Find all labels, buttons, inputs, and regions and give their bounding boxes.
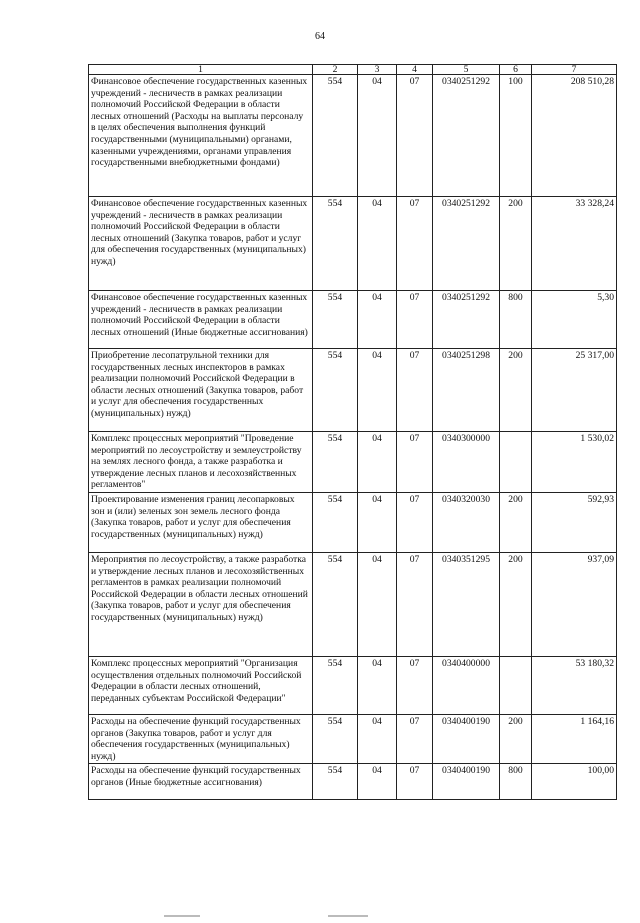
target-item-code: 0340400190 (433, 715, 500, 764)
grbs-code: 554 (313, 493, 358, 553)
amount: 937,09 (532, 553, 617, 657)
column-number-row (89, 65, 617, 75)
expense-type-code: 800 (500, 291, 532, 349)
column-number: 6 (500, 65, 532, 75)
target-item-code: 0340251292 (433, 197, 500, 291)
column-number: 5 (433, 65, 500, 75)
expense-name: Приобретение лесопатрульной техники для государственных лесных инспекторов в рамках реализации полномочий Российской Федерации в области лесных отношений (Закупка товаров, работ и услуг для обеспечения государственных (муниципальных) нужд) (89, 349, 313, 432)
section-code: 04 (358, 432, 397, 493)
section-code: 04 (358, 493, 397, 553)
expense-type-code (500, 432, 532, 493)
grbs-code: 554 (313, 657, 358, 715)
section-code: 04 (358, 715, 397, 764)
expense-type-code: 200 (500, 197, 532, 291)
table-row (89, 432, 617, 493)
expense-type-code: 800 (500, 764, 532, 800)
expense-name: Финансовое обеспечение государственных казенных учреждений - лесничеств в рамках реализации полномочий Российской Федерации в области лесных отношений (Расходы на выплаты персоналу в целях обеспечения выполнения функций государственными (муниципальными) органами, казенными учреждениями, органами управления государственными внебюджетными фондами) (89, 75, 313, 197)
grbs-code: 554 (313, 291, 358, 349)
target-item-code: 0340351295 (433, 553, 500, 657)
column-number: 3 (358, 65, 397, 75)
section-code: 04 (358, 75, 397, 197)
table-row (89, 764, 617, 800)
grbs-code: 554 (313, 715, 358, 764)
column-number: 4 (397, 65, 433, 75)
expense-type-code: 100 (500, 75, 532, 197)
expense-type-code: 200 (500, 715, 532, 764)
table-row (89, 553, 617, 657)
subsection-code: 07 (397, 432, 433, 493)
section-code: 04 (358, 657, 397, 715)
amount: 25 317,00 (532, 349, 617, 432)
column-number: 7 (532, 65, 617, 75)
subsection-code: 07 (397, 291, 433, 349)
grbs-code: 554 (313, 197, 358, 291)
scan-artifact-mark (164, 915, 200, 917)
expense-name: Комплекс процессных мероприятий "Организация осуществления отдельных полномочий Российской Федерации в области лесных отношений, переданных субъектам Российской Федерации" (89, 657, 313, 715)
target-item-code: 0340251292 (433, 291, 500, 349)
target-item-code: 0340251292 (433, 75, 500, 197)
table-row (89, 493, 617, 553)
subsection-code: 07 (397, 657, 433, 715)
table-row (89, 291, 617, 349)
section-code: 04 (358, 349, 397, 432)
amount: 100,00 (532, 764, 617, 800)
subsection-code: 07 (397, 349, 433, 432)
amount: 1 530,02 (532, 432, 617, 493)
target-item-code: 0340320030 (433, 493, 500, 553)
expense-name: Финансовое обеспечение государственных казенных учреждений - лесничеств в рамках реализации полномочий Российской Федерации в области лесных отношений (Иные бюджетные ассигнования) (89, 291, 313, 349)
subsection-code: 07 (397, 197, 433, 291)
table-row (89, 75, 617, 197)
subsection-code: 07 (397, 715, 433, 764)
amount: 208 510,28 (532, 75, 617, 197)
subsection-code: 07 (397, 553, 433, 657)
scan-artifact-mark (328, 915, 368, 917)
amount: 53 180,32 (532, 657, 617, 715)
section-code: 04 (358, 291, 397, 349)
subsection-code: 07 (397, 764, 433, 800)
expense-name: Финансовое обеспечение государственных казенных учреждений - лесничеств в рамках реализации полномочий Российской Федерации в области лесных отношений (Закупка товаров, работ и услуг для обеспечения государственных (муниципальных) нужд) (89, 197, 313, 291)
table-row (89, 715, 617, 764)
table-row (89, 657, 617, 715)
table-row (89, 197, 617, 291)
expense-name: Расходы на обеспечение функций государственных органов (Закупка товаров, работ и услуг для обеспечения государственных (муниципальных) нужд) (89, 715, 313, 764)
expense-type-code: 200 (500, 553, 532, 657)
grbs-code: 554 (313, 553, 358, 657)
expense-name: Проектирование изменения границ лесопарковых зон и (или) зеленых зон земель лесного фонда (Закупка товаров, работ и услуг для обеспечения государственных (муниципальных) нужд) (89, 493, 313, 553)
section-code: 04 (358, 764, 397, 800)
target-item-code: 0340251298 (433, 349, 500, 432)
expense-name: Расходы на обеспечение функций государственных органов (Иные бюджетные ассигнования) (89, 764, 313, 800)
amount: 33 328,24 (532, 197, 617, 291)
amount: 592,93 (532, 493, 617, 553)
grbs-code: 554 (313, 764, 358, 800)
subsection-code: 07 (397, 493, 433, 553)
table-row (89, 349, 617, 432)
amount: 5,30 (532, 291, 617, 349)
section-code: 04 (358, 553, 397, 657)
amount: 1 164,16 (532, 715, 617, 764)
subsection-code: 07 (397, 75, 433, 197)
target-item-code: 0340400190 (433, 764, 500, 800)
column-number: 2 (313, 65, 358, 75)
grbs-code: 554 (313, 432, 358, 493)
expense-type-code: 200 (500, 349, 532, 432)
grbs-code: 554 (313, 349, 358, 432)
section-code: 04 (358, 197, 397, 291)
expense-type-code (500, 657, 532, 715)
column-number: 1 (89, 65, 313, 75)
grbs-code: 554 (313, 75, 358, 197)
target-item-code: 0340300000 (433, 432, 500, 493)
expense-type-code: 200 (500, 493, 532, 553)
target-item-code: 0340400000 (433, 657, 500, 715)
page-number: 64 (315, 31, 325, 42)
expense-name: Комплекс процессных мероприятий "Проведение мероприятий по лесоустройству и землеустройству на землях лесного фонда, а также разработка и утверждение лесных планов и лесохозяйственных регламентов" (89, 432, 313, 493)
expense-name: Мероприятия по лесоустройству, а также разработка и утверждение лесных планов и лесохозяйственных регламентов в рамках реализации полномочий Российской Федерации в области лесных отношений (Закупка товаров, работ и услуг для обеспечения государственных (муниципальных) нужд) (89, 553, 313, 657)
budget-table (88, 64, 617, 800)
